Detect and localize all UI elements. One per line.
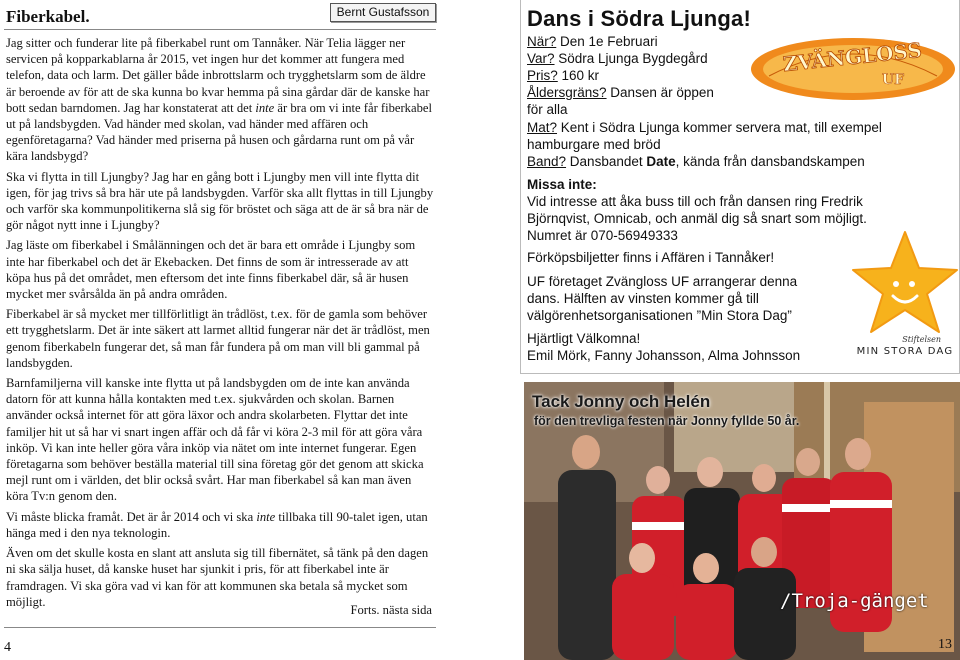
- paragraph-6: [6, 509, 434, 541]
- welcome-line: Hjärtligt Välkomna!: [527, 331, 641, 346]
- age-label: Åldersgräns?: [527, 85, 607, 100]
- logo-text: ZVÄNGLOSS: [781, 37, 923, 77]
- page-number-left: 4: [4, 640, 11, 655]
- continued-note: Forts. nästa sida: [350, 603, 432, 617]
- paragraph-6-text: Vi måste blicka framåt. Det är år 2014 och vi ska: [6, 509, 254, 524]
- star-stiftelsen: Stiftelsen: [902, 335, 941, 344]
- author-box: Bernt Gustafsson: [330, 3, 436, 22]
- age-line: [527, 84, 714, 101]
- band-value: Dansbandet: [566, 154, 647, 169]
- food-label: Mat?: [527, 120, 558, 135]
- paragraph-2: Ska vi flytta in till Ljungby? Jag har en gång bott i Ljungby men vill inte flytta dit igen, för jag trivs så bra här ute på landsbygden. Varför ska allt flyttas in till Ljungby och varför ska kommunpolitikerna slå sig för bröstet och säga att de är så bra när de gör något nytt inne i Ljungby?: [6, 169, 434, 233]
- italic-inte-2: inte: [256, 509, 276, 524]
- paragraph-6-cont: tillbaka till 90-talet igen, utan hänga med i den nya teknologin.: [6, 509, 428, 540]
- band-value-2: , kända från dansbandskampen: [675, 154, 865, 169]
- band-name: Date: [646, 154, 676, 169]
- price-line: [527, 67, 599, 84]
- price-label: Pris?: [527, 68, 558, 83]
- paragraph-5: Barnfamiljerna vill kanske inte flytta ut på landsbygden om de inte kan använda datorn för att kunna hålla kontakten med t.ex. sjukvården och skolan. Barnen använder också internet för att göra läxor och andra skolarbeten. Flyttar det inte familjer hit ut så har vi snart ingen affär och då får vi köra 2-3 mil för att göra våra inköp. Vi kan inte heller göra våra inköp via nätet om inte internet fungerar. Egen företagarna som behöver beställa material till sina företag gör det genom att skicka mejl runt om i världen, det blir också svårt. Har man fiberkabel så kan man även köra Tv:n genom den.: [6, 376, 424, 504]
- where-value: Södra Ljunga Bygdegård: [554, 51, 708, 66]
- missa-line-3: Numret är 070-56949333: [527, 228, 678, 243]
- food-value: Kent i Södra Ljunga kommer servera mat, till exempel: [557, 120, 882, 135]
- food-line: [527, 119, 882, 136]
- photo-signature: /Troja-gänget: [780, 590, 929, 612]
- missa-title: Missa inte:: [527, 177, 597, 192]
- star-name: MIN STORA DAG: [856, 346, 954, 357]
- uf-line-3: välgörenhetsorganisationen ”Min Stora Dag”: [527, 308, 792, 323]
- zvangloss-logo: [749, 36, 957, 102]
- paragraph-1-text: Jag sitter och funderar lite på fiberkabel runt om Tannåker. När Telia lägger ner servicen på kopparkablarna år 2015, vet ingen hur det kommer att fungera med telefon, data och larm. Det gäller både inbrottslarm och trygghetslarm som de äldre är beroende av för att de ska kunna bo kvar hemma på sina gårdar där de kanske har bott sedan barndomen. Jag har konstaterat att det: [6, 36, 430, 115]
- missa-line-1: Vid intresse att åka buss till och från dansen ring Fredrik: [527, 194, 863, 209]
- when-line: [527, 33, 658, 50]
- paragraph-7: Även om det skulle kosta en slant att ansluta sig till fibernätet, så tänk på den dagen ni ska sälja huset, då kanske huset har sjunkit i pris, för att fiberkabel inte är framdragen. Vi ska göra vad vi kan för att kommunen ska betala så mycket som möjligt.: [6, 546, 429, 609]
- top-rule: [4, 29, 436, 30]
- left-page: [0, 0, 440, 660]
- dance-title: Dans i Södra Ljunga!: [527, 6, 752, 31]
- age-line-2: för alla: [527, 102, 568, 117]
- paragraph-3: Jag läste om fiberkabel i Smålänningen och det är bara ett område i Ljungby som inte har fiberkabel och det är Ekebacken. Det finns de som är intresserade av att köpa hus på det området, men eftersom det inte finns fiberkabel där, så är husen mycket mer svårsålda än på andra områden.: [6, 238, 416, 302]
- logo-uf: UF: [881, 72, 905, 88]
- paragraph-4: Fiberkabel är så mycket mer tillförlitligt än trådlöst, t.ex. för de gamla som behöver ett trygghetslarm. Det är inte säkert att larmet alltid fungerar när det är trådlöst, men genom fiberkabeln fungerar det, så man får fundera på om man vill bli gammal på landsbygden.: [6, 307, 430, 370]
- photo-caption-title: Tack Jonny och Helén: [532, 392, 711, 411]
- missa-line-2: Björnqvist, Omnicab, och anmäl dig så snart som möjligt.: [527, 211, 867, 226]
- paragraph-1: [6, 35, 434, 165]
- band-label: Band?: [527, 154, 567, 169]
- italic-inte: inte: [255, 100, 275, 115]
- where-line: [527, 50, 708, 67]
- when-value: Den 1e Februari: [556, 34, 658, 49]
- band-line: [527, 153, 865, 170]
- age-value: Dansen är öppen: [606, 85, 714, 100]
- paragraph-1-cont: är bra om vi inte får fiberkabel ut på landsbygden. Vad händer med skolan, vad händer med affären och egenföretagarna? Vad händer med priserna på husen och gårdarna runt om på vår kära landsbygd?: [6, 100, 432, 164]
- uf-line-1: UF företaget Zvängloss UF arrangerar denna: [527, 274, 798, 289]
- when-label: När?: [527, 34, 557, 49]
- page-number-right: 13: [938, 637, 952, 652]
- right-page: [520, 0, 960, 660]
- bottom-rule: [4, 627, 436, 628]
- photo-caption-subtitle: för den trevliga festen när Jonny fyllde 50 år.: [534, 414, 800, 428]
- dance-ad: [520, 0, 960, 374]
- food-line-2: hamburgare med bröd: [527, 137, 661, 152]
- article-title: Fiberkabel.: [6, 7, 90, 26]
- where-label: Var?: [527, 51, 555, 66]
- article-body: [6, 35, 434, 614]
- uf-line-2: dans. Hälften av vinsten kommer gå till: [527, 291, 759, 306]
- price-value: 160 kr: [557, 68, 600, 83]
- names-line: Emil Mörk, Fanny Johansson, Alma Johnsson: [527, 348, 801, 363]
- tickets-line: Förköpsbiljetter finns i Affären i Tannåker!: [527, 250, 775, 265]
- min-stora-dag-logo: [849, 228, 960, 370]
